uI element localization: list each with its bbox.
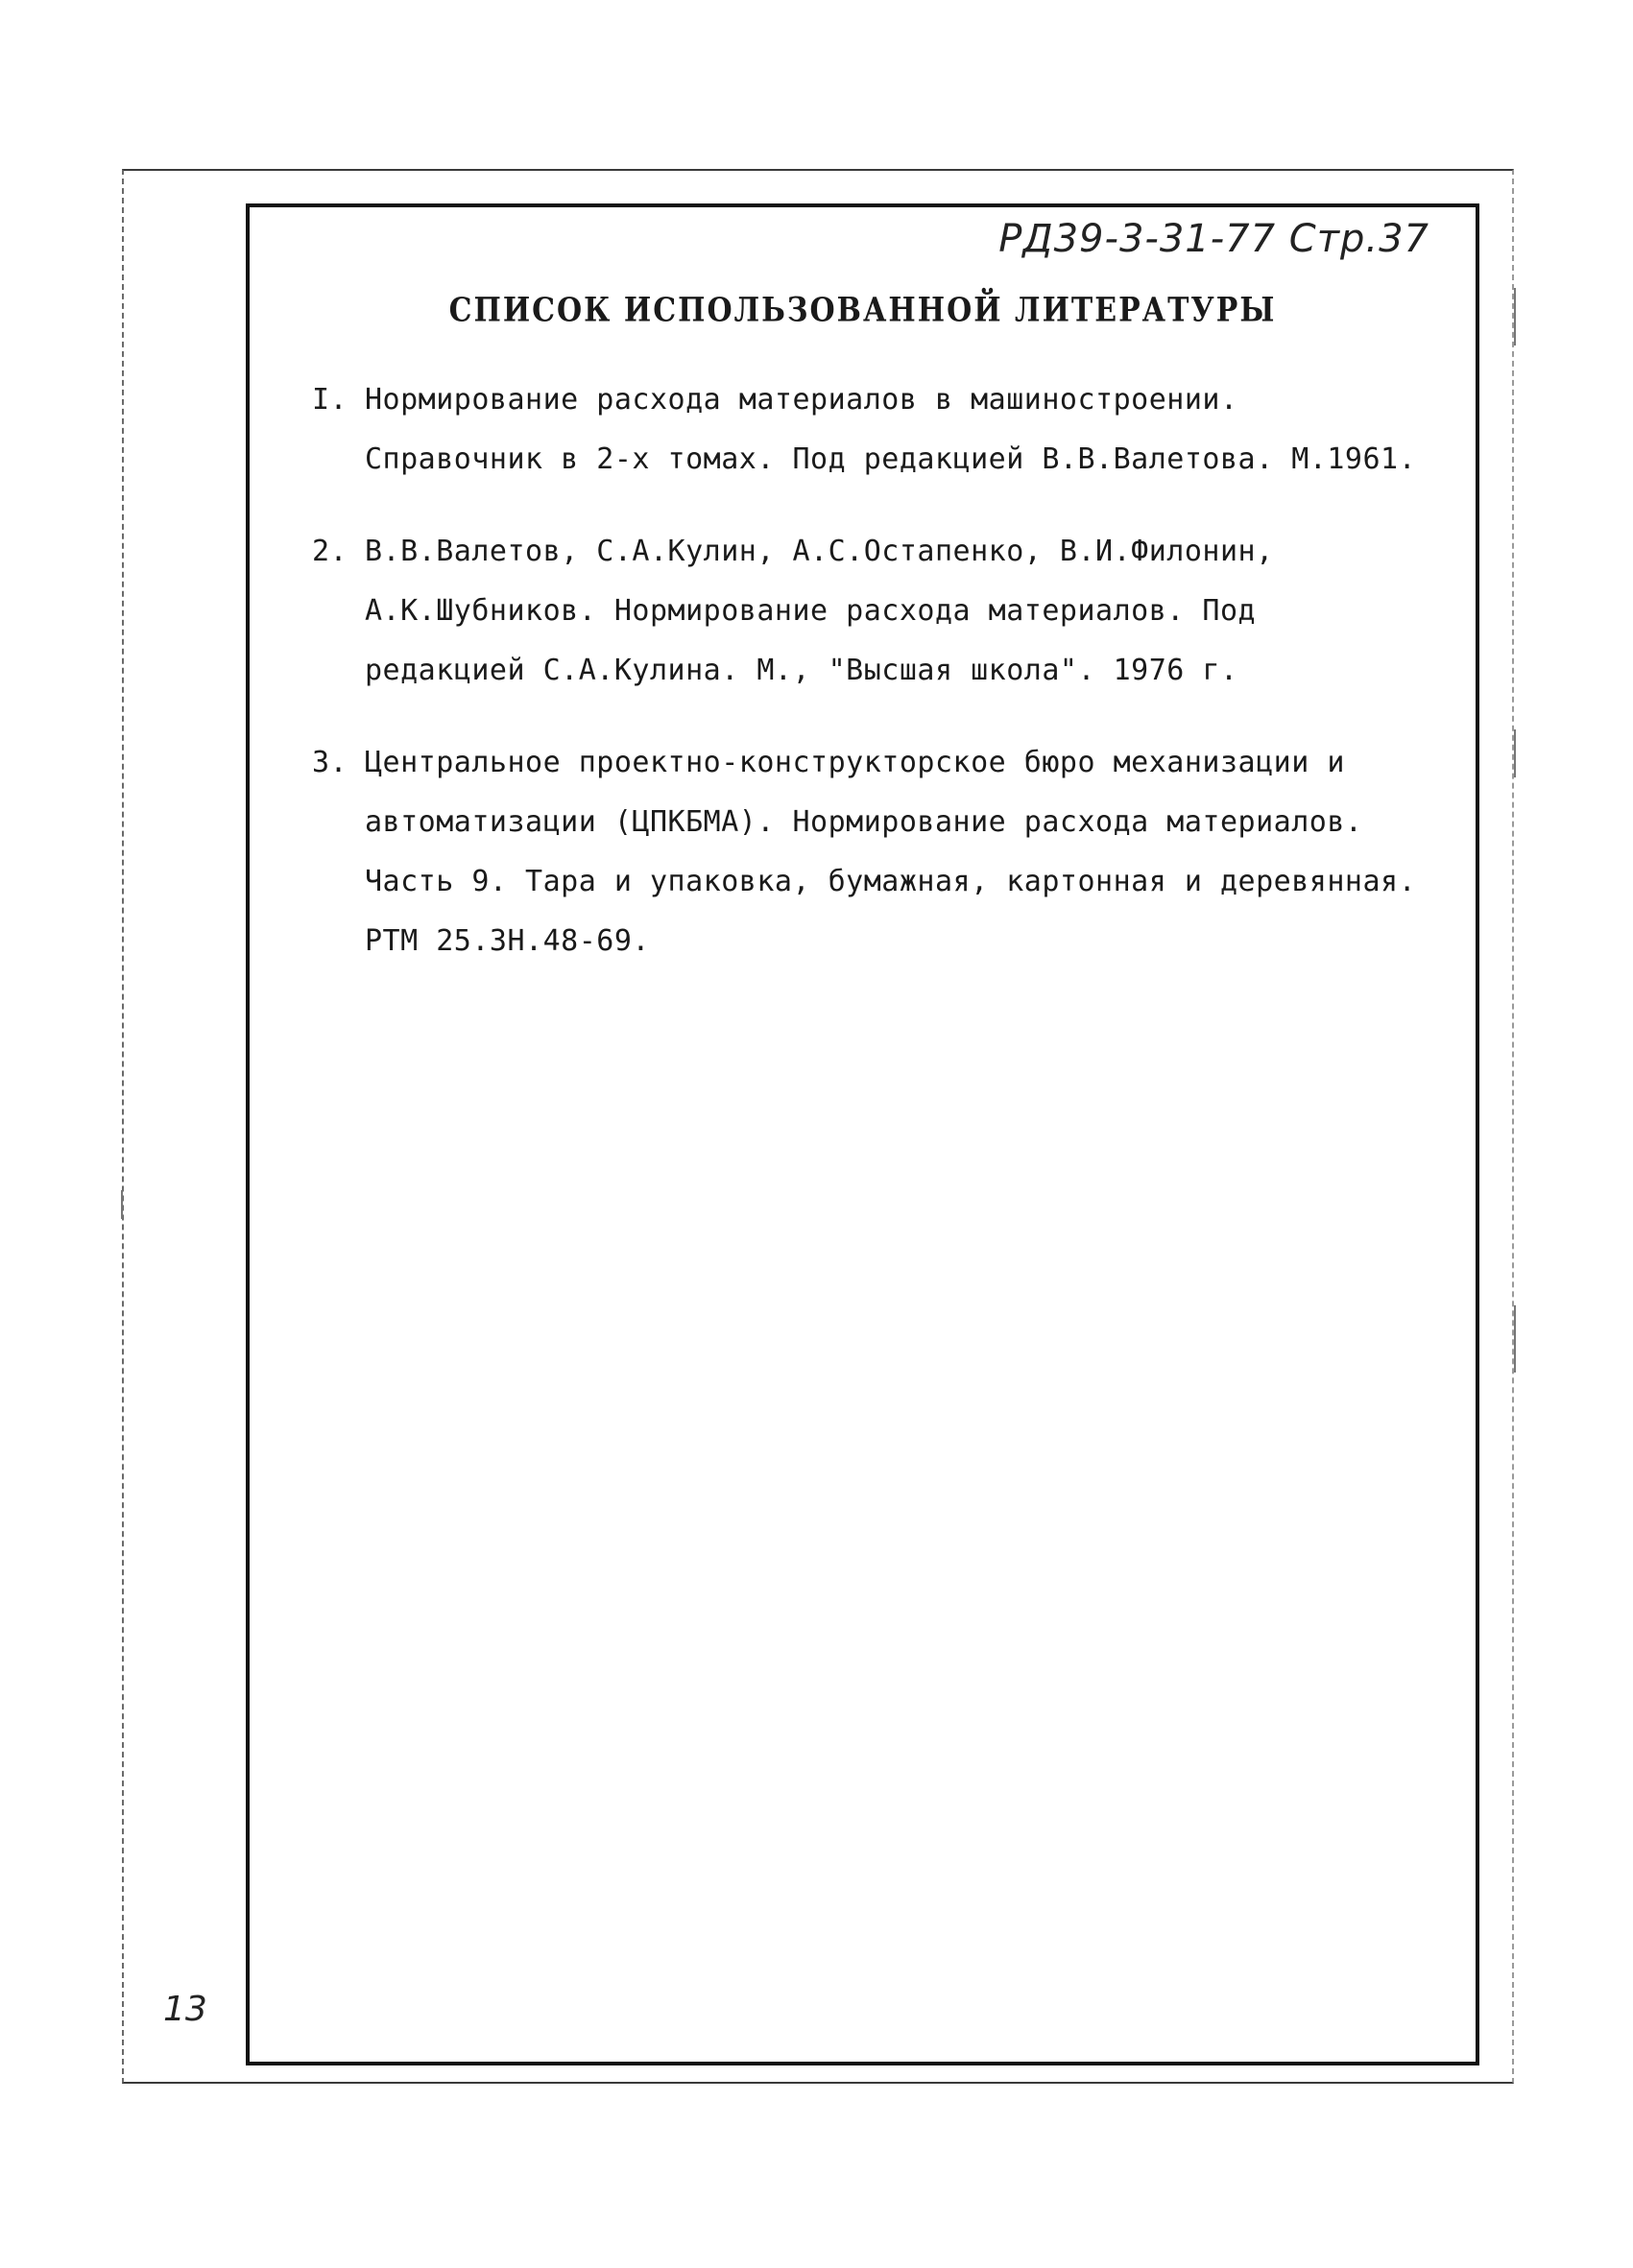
- margin-mark: [1514, 288, 1516, 346]
- sheet-number: 13: [163, 1990, 207, 2029]
- reference-list: [312, 370, 1428, 1004]
- page-title: СПИСОК ИСПОЛЬЗОВАННОЙ ЛИТЕРАТУРЫ: [448, 291, 1277, 330]
- list-item: [312, 733, 1428, 971]
- margin-mark: [1514, 1305, 1516, 1373]
- reference-number: I.: [312, 383, 348, 417]
- list-item: [312, 370, 1428, 489]
- document-code: РД39-3-31-77 Стр.37: [998, 217, 1429, 261]
- reference-number: 3.: [312, 746, 348, 779]
- document-frame: [246, 203, 1479, 2065]
- reference-text: Нормирование расхода материалов в машиностроении. Справочник в 2-х томах. Под редакцией В.В.Валетова. М.1961.: [365, 383, 1417, 476]
- reference-text: В.В.Валетов, С.А.Кулин, А.С.Остапенко, В.И.Филонин, А.К.Шубников. Нормирование расхода материалов. Под редакцией С.А.Кулина. М., "Высшая школа". 1976 г.: [365, 535, 1274, 687]
- reference-text: Центральное проектно-конструкторское бюро механизации и автоматизации (ЦПКБМА). Нормирование расхода материалов. Часть 9. Тара и упаковка, бумажная, картонная и деревянная. РТМ 25.3Н.48-69.: [365, 746, 1417, 958]
- reference-number: 2.: [312, 535, 348, 568]
- margin-mark: [1514, 729, 1516, 777]
- list-item: [312, 522, 1428, 701]
- margin-mark: [121, 1190, 123, 1219]
